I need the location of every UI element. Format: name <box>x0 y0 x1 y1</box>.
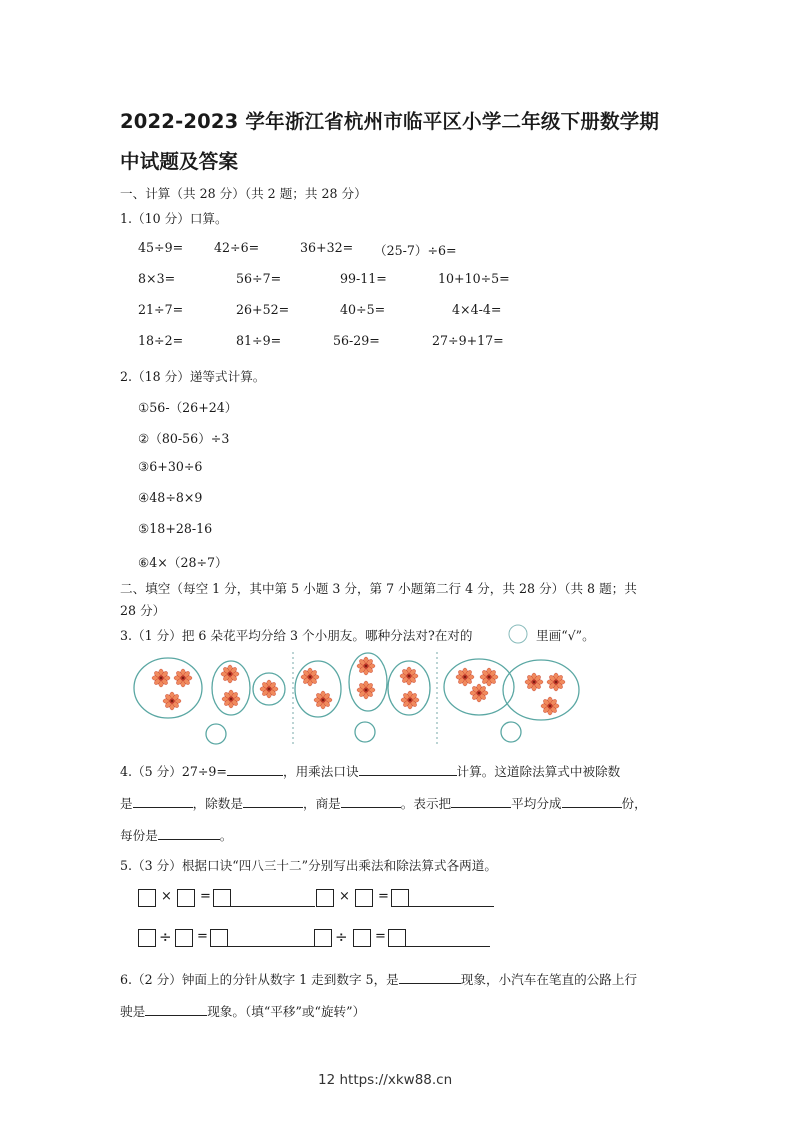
q2-item-1: ①56-（26+24） <box>138 400 238 415</box>
q5-box-8[interactable] <box>175 929 193 947</box>
divide-sign: ÷ <box>335 928 348 946</box>
q5-box-5[interactable] <box>355 889 373 907</box>
blank-q4-4[interactable] <box>243 794 303 808</box>
divide-sign: ÷ <box>159 928 172 946</box>
q2-item-2: ②（80-56）÷3 <box>138 431 230 446</box>
q3-text-a: 3.（1 分）把 6 朵花平均分给 3 个小朋友。哪种分法对?在对的 <box>120 628 473 643</box>
q5-box-10[interactable] <box>314 929 332 947</box>
flowers-illustration <box>130 648 590 748</box>
answer-circle-icon <box>507 623 529 645</box>
q1-r2-c4: 10+10÷5= <box>438 271 510 286</box>
q4-line1: 4.（5 分）27÷9= ，用乘法口诀 计算。这道除法算式中被除数 <box>120 764 621 779</box>
q1-r1-c4: （25-7）÷6= <box>374 243 457 258</box>
q2-item-5: ⑤18+28-16 <box>138 521 213 536</box>
q2-label: 2.（18 分）递等式计算。 <box>120 369 266 384</box>
blank-q6-2[interactable] <box>145 1002 207 1016</box>
section2-heading-line2: 28 分） <box>120 603 166 618</box>
section1-heading: 一、计算（共 28 分）（共 2 题；共 28 分） <box>120 186 367 201</box>
equals-sign: = <box>375 929 386 944</box>
q1-r3-c1: 21÷7= <box>138 302 184 317</box>
q5-box-12[interactable] <box>388 929 406 947</box>
q3-text-b: 里画“√”。 <box>536 628 595 643</box>
section2-heading-line1: 二、填空（每空 1 分，其中第 5 小题 3 分，第 7 小题第二行 4 分，共 28 分）（共 8 题；共 <box>120 581 637 596</box>
q1-r2-c2: 56÷7= <box>236 271 282 286</box>
q1-r4-c2: 81÷9= <box>236 333 282 348</box>
q1-r1-c2: 42÷6= <box>214 240 260 255</box>
q2-item-6: ⑥4×（28÷7） <box>138 555 228 570</box>
equals-sign: = <box>200 889 211 904</box>
q5-box-1[interactable] <box>138 889 156 907</box>
times-sign: × <box>161 889 172 904</box>
blank-q4-2[interactable] <box>359 762 457 776</box>
q5-answer-line-2[interactable] <box>409 906 494 907</box>
q2-item-4: ④48÷8×9 <box>138 490 203 505</box>
blank-q4-7[interactable] <box>562 794 622 808</box>
q5-box-4[interactable] <box>316 889 334 907</box>
q1-r1-c3: 36+32= <box>300 240 354 255</box>
q6-line2: 驶是 现象。（填“平移”或“旋转”） <box>120 1004 366 1019</box>
q5-box-2[interactable] <box>177 889 195 907</box>
blank-q4-8[interactable] <box>158 826 220 840</box>
q4-line2: 是 ，除数是 ，商是 。表示把 平均分成 份， <box>120 796 647 811</box>
q5-answer-line-3[interactable] <box>228 946 314 947</box>
q5-label: 5.（3 分）根据口诀“四八三十二”分别写出乘法和除法算式各两道。 <box>120 858 497 873</box>
q5-answer-line-4[interactable] <box>406 946 490 947</box>
q1-r4-c1: 18÷2= <box>138 333 184 348</box>
q5-answer-line-1[interactable] <box>231 906 315 907</box>
q1-r1-c1: 45÷9= <box>138 240 184 255</box>
q5-box-6[interactable] <box>391 889 409 907</box>
q5-box-11[interactable] <box>353 929 371 947</box>
q1-r3-c2: 26+52= <box>236 302 290 317</box>
q5-box-7[interactable] <box>138 929 156 947</box>
q1-r3-c3: 40÷5= <box>340 302 386 317</box>
q1-label: 1.（10 分）口算。 <box>120 211 228 226</box>
q4-line3: 每份是 。 <box>120 828 233 843</box>
blank-q4-5[interactable] <box>341 794 401 808</box>
page-footer: 12 https://xkw88.cn <box>318 1072 453 1088</box>
times-sign: × <box>339 889 350 904</box>
q1-r4-c4: 27÷9+17= <box>432 333 504 348</box>
q1-r4-c3: 56-29= <box>333 333 380 348</box>
q5-box-9[interactable] <box>210 929 228 947</box>
doc-title-line2: 中试题及答案 <box>120 150 239 173</box>
q5-box-3[interactable] <box>213 889 231 907</box>
equals-sign: = <box>378 889 389 904</box>
blank-q6-1[interactable] <box>399 970 461 984</box>
equals-sign: = <box>197 929 208 944</box>
doc-title-line1: 2022-2023 学年浙江省杭州市临平区小学二年级下册数学期 <box>120 110 660 133</box>
blank-q4-6[interactable] <box>451 794 511 808</box>
q1-r2-c1: 8×3= <box>138 271 176 286</box>
q1-r3-c4: 4×4-4= <box>452 302 502 317</box>
q2-item-3: ③6+30÷6 <box>138 459 203 474</box>
blank-q4-1[interactable] <box>227 762 283 776</box>
q6-line1: 6.（2 分）钟面上的分针从数字 1 走到数字 5，是 现象，小汽车在笔直的公路上行 <box>120 972 638 987</box>
q1-r2-c3: 99-11= <box>340 271 387 286</box>
blank-q4-3[interactable] <box>133 794 193 808</box>
